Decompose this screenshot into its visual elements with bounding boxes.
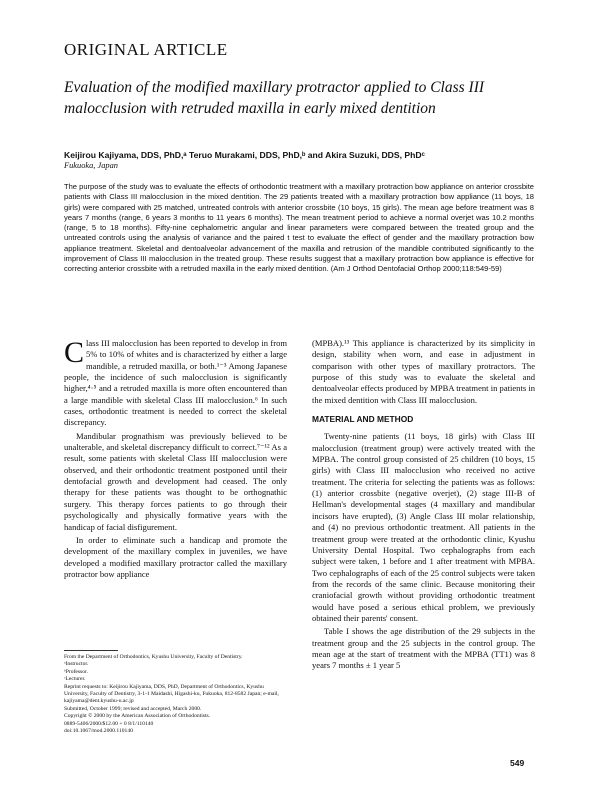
- author-location: Fukuoka, Japan: [64, 161, 118, 170]
- footnote-line: Reprint requests to: Keijirou Kajiyama, DDS, PhD, Department of Orthodontics, Kyushu University, Faculty of Dentistry, 3-1-1 Maidashi, Higashi-ku, Fukuoka, 812-8582 Japan; e-mail, kajiyama@dent.kyushu-u.ac.jp: [64, 683, 279, 705]
- body-paragraph: In order to eliminate such a handicap and promote the development of the maxillary complex in juveniles, we have developed a modified maxillary protractor called the maxillary protractor bow appliance: [64, 534, 287, 579]
- page-number: 549: [510, 758, 525, 768]
- footnotes: [64, 654, 289, 735]
- body-paragraph: Table I shows the age distribution of the 29 subjects in the treatment group and the 25 subjects in the control group. The mean age at the start of treatment with the MPBA (TT1) was 8 years 7 months ± 1 year 5: [312, 626, 535, 671]
- drop-cap: C: [64, 336, 85, 369]
- body-column-left: [64, 338, 287, 582]
- abstract: The purpose of the study was to evaluate the effects of orthodontic treatment with a maxillary protraction bow appliance on anterior crossbite patients with Class III malocclusion in the mixed dentition. The 29 patients treated with a maxillary protraction bow appliance (11 boys, 18 girls) were compared with 25 matched, untreated controls with anterior crossbite (10 boys, 15 girls). The mean age before treatment was 8 years 7 months (range, 6 years 3 months to 11 years 6 months). The mean treatment period to achieve a normal overjet was 10.2 months (range, 5 to 18 months). Fifty-nine cephalometric angular and linear parameters were compared between the treated group and the untreated controls using the analysis of variance and the paired t test to evaluate the effect of gender and the maxillary protraction bow appliance treatment. Skeletal and dentoalveolar advancement of the maxilla and retrusion of the mandible contributed significantly to the improvement of Class III malocclusion in the treated group. These results suggest that a maxillary protraction bow appliance is effective for correcting anterior crossbite with a retruded maxilla in the early mixed dentition. (Am J Orthod Dentofacial Orthop 2000;118:549-59): [64, 182, 534, 273]
- footnote-line: doi:10.1067/mod.2000.110140: [64, 728, 133, 735]
- author-list: Keijirou Kajiyama, DDS, PhD,ᵃ Teruo Murakami, DDS, PhD,ᵇ and Akira Suzuki, DDS, PhDᶜ: [64, 150, 425, 160]
- footnote-line: From the Department of Orthodontics, Kyushu University, Faculty of Dentistry.: [64, 654, 243, 660]
- footnote-divider: [64, 650, 118, 651]
- section-label: ORIGINAL ARTICLE: [64, 40, 228, 59]
- body-paragraph: [64, 338, 287, 429]
- footnote-line: 0889-5406/2000/$12.00 + 0 8/1/110140: [64, 720, 154, 727]
- footnote-line: ᶜLecturer.: [64, 676, 86, 683]
- footnote-line: Copyright © 2000 by the American Association of Orthodontists.: [64, 713, 211, 720]
- body-paragraph: Twenty-nine patients (11 boys, 18 girls) with Class III malocclusion (treatment group) were actively treated with the MPBA. The control group consisted of 25 children (10 boys, 15 girls) with Class III malocclusion who received no active treatment. The criteria for selecting the patients was as follows: (1) anterior crossbite (negative overjet), (2) stage III-B of Hellman's developmental stages (4 maxillary and mandibular incisors have erupted), (3) Angle Class III molar relationship, and (4) no previous orthodontic treatment. All patients in the treatment group were treated at the orthodontic clinic, Kyushu University Dental Hospital. Two cephalographs from each subject were taken, 1 before and 1 after treatment with MPBA. Two cephalographs of each of the 25 control subjects were taken from the records of the same clinic. Because monitoring their craniofacial growth without providing orthodontic treatment would have posed a serious ethical problem, we previously obtained their parents' consent.: [312, 431, 535, 623]
- footnote-line: ᵃInstructor.: [64, 661, 89, 668]
- body-paragraph: Mandibular prognathism was previously believed to be unalterable, and skeletal discrepancy difficult to correct.⁷⁻¹² As a result, some patients with skeletal Class III malocclusion were observed, and their orthodontic treatment postponed until their dentofacial growth and development had ceased. The only therapy for these patients was thought to be orthognathic surgery. This therapy forces patients to go through their psychologically and physically formative years with the handicap of facial disfigurement.: [64, 430, 287, 532]
- body-paragraph-text: lass III malocclusion has been reported to develop in from 5% to 10% of whites and is characterized by either a large mandible, a retruded maxilla, or both.¹⁻³ Among Japanese people, the incidence of such malocclusion is significantly higher,⁴·⁵ and a retruded maxilla is more often encountered than a large mandible with skeletal Class III malocclusion.⁶ In such cases, orthodontic treatment is needed to correct the skeletal discrepancy.: [64, 338, 287, 428]
- body-column-right: [312, 338, 535, 674]
- section-heading: MATERIAL AND METHOD: [312, 414, 414, 425]
- body-paragraph: (MPBA).¹³ This appliance is characterized by its simplicity in design, stability when worn, and ease in adjustment in comparison with other types of maxillary protractors. The purpose of this study was to evaluate the skeletal and dentoalveolar effects produced by MPBA treatment in patients in the mixed dentition with Class III malocclusion.: [312, 338, 535, 405]
- footnote-line: ᵇProfessor.: [64, 668, 88, 675]
- article-title: Evaluation of the modified maxillary protractor applied to Class III malocclusion with retruded maxilla in early mixed dentition: [64, 79, 485, 117]
- footnote-line: Submitted, October 1999; revised and accepted, March 2000.: [64, 705, 202, 712]
